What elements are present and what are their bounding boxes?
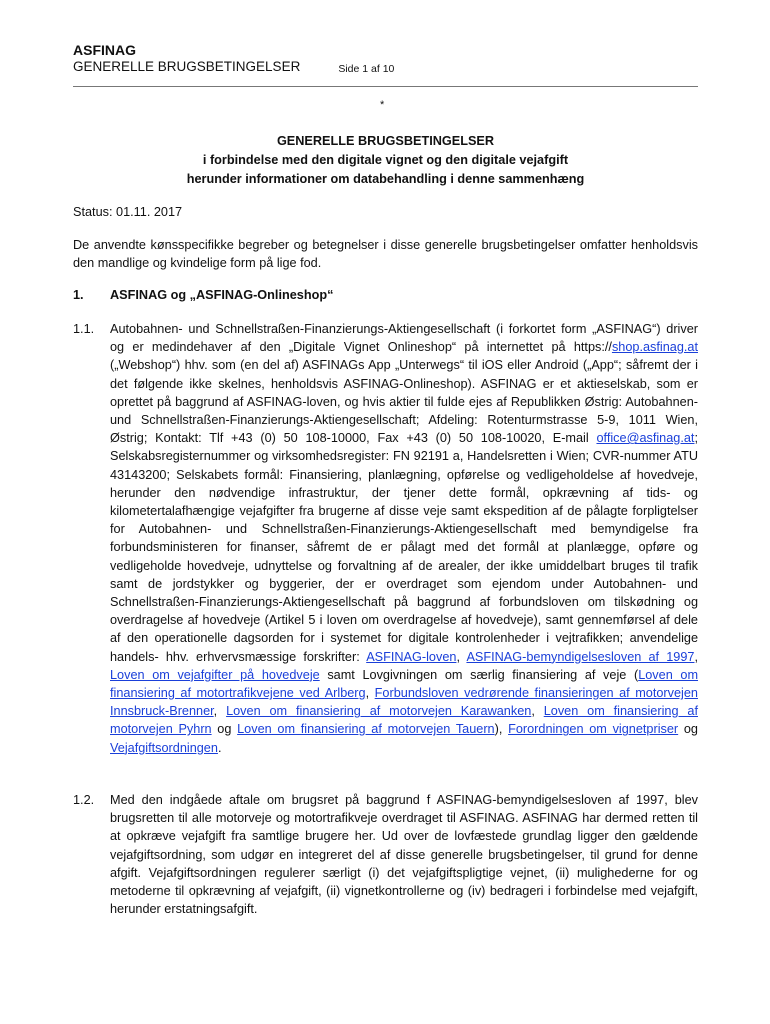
brand-name: ASFINAG <box>73 42 136 58</box>
link-karawanken[interactable]: Loven om finansiering af motorvejen Karawanken <box>226 704 532 719</box>
title-line-1: GENERELLE BRUGSBETINGELSER <box>276 134 495 148</box>
link-brenner[interactable]: Forbundsloven vedrørende finansieringen af motorvejen Innsbruck-Brenner <box>110 686 698 719</box>
link-pyhrn[interactable]: Loven om finansiering af motorvejen Pyhrn <box>110 704 698 737</box>
title-line-2: i forbindelse med den digitale vignet og den digitale vejafgift <box>202 153 569 167</box>
header-subtitle: GENERELLE BRUGSBETINGELSER <box>73 59 301 74</box>
paragraph-1-1 <box>73 320 698 757</box>
text-run: ), <box>494 722 509 737</box>
paragraph-body: Med den indgåede aftale om brugsret på baggrund f ASFINAG-bemyndigelsesloven af 1997, blev brugsretten til alle motorveje og motortrafikveje overdraget til ASFINAG. ASFINAG har dermed retten til at opkræve vejafgift fra samtlige brugere her. Ud over de lovfæstede grundlag ligger den gældende vejafgiftsordning, som udgør en integreret del af disse generelle brugsbetingelser, til grund for denne afgift. Vejafgiftsordningen regulerer særligt (i) det vejafgiftspligtige vejnet, (ii) mulighederne for og metoderne til opkrævning af vejafgift, (ii) vignetkontrollerne og (iv) bedrageri i forbindelse med vejafgift, herunder erstatningsafgift. <box>110 793 698 917</box>
section-heading-1 <box>73 288 698 302</box>
status-date: Status: 01.11. 2017 <box>73 205 183 219</box>
link-asfinag-loven[interactable]: ASFINAG-loven <box>366 649 457 664</box>
link-arlberg[interactable]: Loven om finansiering af motortrafikvejene ved Arlberg <box>110 667 699 701</box>
asterisk-marker: * <box>380 99 385 111</box>
text-run: Autobahnen- und Schnellstraßen-Finanzierungs-Aktiengesellschaft (i forkortet form „ASFINAG“) driver og er medindehaver af den „Digitale Vignet Onlineshop“ på internettet på https:// <box>110 322 698 355</box>
section-number: 1. <box>73 288 84 302</box>
header-divider <box>73 86 698 87</box>
paragraph-number: 1.2. <box>73 793 95 807</box>
text-run: ; Selskabsregisternummer og virksomhedsregister: FN 92191 a, Handelsretten i Wien; CVR-nummer ATU 43143200; Selskabets formål: Finansiering, planlægning, opførelse og vedligeholdelse af hovedveje, herunder den nødvendige infrastruktur, der tjener dette formål, opkrævning af tids- og kilometertalafhængige vejafgifter fra brugerne af disse veje samt ekspedition af de pålagte forpligtelser for Autobahnen- und Schnellstraßen-Finanzierungs-Aktiengesellschaft med bemyndigelse fra forbundsministeren for finanser, såfremt de er pålagt med det formål at planlægge, opføre og vedligeholde hovedveje, udnyttelse og forvaltning af de arealer, der ikke umiddelbart bruges til trafik samt de jordstykker og byggerier, der er overdraget som ejendom under Autobahnen- und Schnellstraßen-Finanzierungs-Aktiengesellschaft på baggrund af forbundsloven om tilskødning og overdragelse af hovedveje (Artikel 5 i loven om overdragelse af hovedveje), samt gennemførsel af dele af den operationelle dagsorden for i systemet for digitale kontrolenheder i vejtrafikken; anvendelige handels- hhv. erhvervsmæssige forskrifter: <box>110 431 698 664</box>
text-run: („Webshop“) hhv. som (en del af) ASFINAGs App „Unterwegs“ til iOS eller Android („App“; såfremt der i det følgende ikke skelnes, henholdsvis ASFINAG-Onlineshop). ASFINAG er et aktieselskab, som er oprettet på baggrund af ASFINAG-loven, og hvis aktier til fulde ejes af Republikken Østrig: Autobahnen- und Schnellstraßen-Finanzierungs-Aktiengesellschaft; Afdeling: Rotenturmstrasse 5-9, 1011 Wien, Østrig; Kontakt: Tlf +43 (0) 50 108-10000, Fax +43 (0) 50 108-10020, E-mail <box>110 358 698 446</box>
text-run: , <box>456 649 467 664</box>
intro-paragraph: De anvendte kønsspecifikke begreber og betegnelser i disse generelle brugsbetingelser omfatter henholdsvis den mandlige og kvindelige form på lige fod. <box>73 238 698 271</box>
paragraph-number: 1.1. <box>73 322 95 336</box>
text-run: og <box>678 722 698 737</box>
title-line-3: herunder informationer om databehandling i denne sammenhæng <box>186 172 585 186</box>
text-run: , <box>213 704 227 719</box>
document-title <box>73 132 698 189</box>
link-bemyndigelsesloven[interactable]: ASFINAG-bemyndigelsesloven af 1997 <box>466 649 695 664</box>
link-tauern[interactable]: Loven om finansiering af motorvejen Tauern <box>237 722 495 737</box>
paragraph-1-2 <box>73 791 698 918</box>
page-header <box>73 42 698 77</box>
page-number: Side 1 af 10 <box>338 63 395 75</box>
text-run: samt Lovgivningen om særlig finansiering af veje ( <box>319 667 639 682</box>
link-vejafgiftsordningen[interactable]: Vejafgiftsordningen <box>110 740 218 755</box>
text-run: og <box>211 722 238 737</box>
text-run: , <box>365 686 375 701</box>
text-run: , <box>531 704 544 719</box>
link-vignetpriser[interactable]: Forordningen om vignetpriser <box>508 722 679 737</box>
link-shop[interactable]: shop.asfinag.at <box>611 340 698 355</box>
link-loven-om-vejafgifter[interactable]: Loven om vejafgifter på hovedveje <box>110 667 320 682</box>
text-run: . <box>217 740 222 755</box>
section-title: ASFINAG og „ASFINAG-Onlineshop“ <box>110 288 334 302</box>
text-run: , <box>694 649 698 664</box>
link-email[interactable]: office@asfinag.at <box>596 431 695 446</box>
paragraph-body <box>110 320 698 757</box>
